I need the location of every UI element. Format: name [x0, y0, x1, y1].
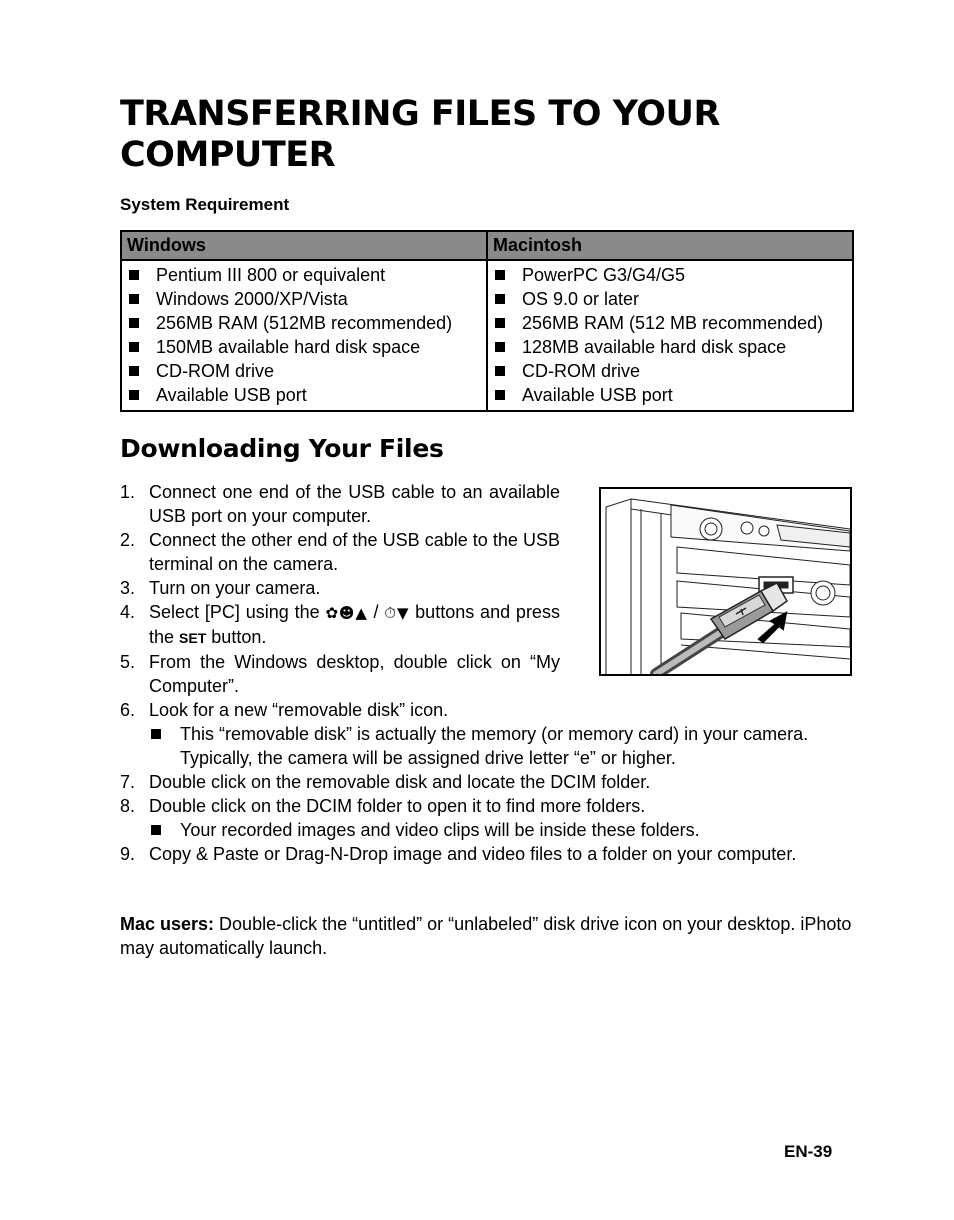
- set-button-icon: SET: [179, 630, 207, 646]
- page-title: TRANSFERRING FILES TO YOUR COMPUTER: [120, 94, 720, 175]
- step-7: 7. Double click on the removable disk and locate the DCIM folder.: [120, 772, 651, 792]
- square-bullet-icon: [495, 294, 505, 304]
- square-bullet-icon: [129, 390, 139, 400]
- list-item: Available USB port: [493, 383, 852, 407]
- steps-list: [120, 480, 856, 866]
- square-bullet-icon: [151, 729, 161, 739]
- step-4: 4. Select [PC] using the ✿☻▲ / ⏱▼ buttons and press the SET button.: [120, 602, 560, 647]
- list-item: CD-ROM drive: [493, 359, 852, 383]
- list-item: 128MB available hard disk space: [493, 335, 852, 359]
- list-item: Windows 2000/XP/Vista: [127, 287, 486, 311]
- page-number: EN-39: [784, 1142, 833, 1161]
- square-bullet-icon: [495, 318, 505, 328]
- step-9: 9. Copy & Paste or Drag-N-Drop image and video files to a folder on your computer.: [120, 844, 797, 864]
- list-item: 256MB RAM (512 MB recommended): [493, 311, 852, 335]
- square-bullet-icon: [129, 318, 139, 328]
- mac-users-label: Mac users:: [120, 914, 215, 934]
- windows-requirements: [121, 260, 487, 411]
- list-item: CD-ROM drive: [127, 359, 486, 383]
- list-item: Available USB port: [127, 383, 486, 407]
- square-bullet-icon: [495, 390, 505, 400]
- square-bullet-icon: [151, 825, 161, 835]
- step-3: 3. Turn on your camera.: [120, 578, 321, 598]
- downloading-heading: Downloading Your Files: [120, 434, 444, 463]
- square-bullet-icon: [495, 366, 505, 376]
- square-bullet-icon: [129, 342, 139, 352]
- removable-disk-note: This “removable disk” is actually the memory (or memory card) in your camera. Typically, the camera will be assigned drive letter “e” or higher.: [120, 722, 856, 770]
- self-timer-down-icon: ⏱▼: [384, 604, 410, 622]
- list-item: Pentium III 800 or equivalent: [127, 263, 486, 287]
- macro-portrait-up-icon: ✿☻▲: [325, 604, 368, 622]
- macintosh-requirements: [487, 260, 853, 411]
- square-bullet-icon: [129, 366, 139, 376]
- windows-header: Windows: [121, 231, 487, 260]
- step-6: 6. Look for a new “removable disk” icon.: [120, 700, 449, 720]
- list-item: 150MB available hard disk space: [127, 335, 486, 359]
- square-bullet-icon: [495, 342, 505, 352]
- step-8: 8. Double click on the DCIM folder to open it to find more folders.: [120, 796, 646, 816]
- system-requirement-heading: System Requirement: [120, 195, 290, 214]
- folders-note: Your recorded images and video clips will be inside these folders.: [120, 818, 856, 842]
- mac-users-note: Mac users: Double-click the “untitled” or “unlabeled” disk drive icon on your desktop. iPhoto may automatically launch.: [120, 914, 852, 958]
- step-1: 1. Connect one end of the USB cable to an available USB port on your computer.: [120, 482, 560, 526]
- list-item: 256MB RAM (512MB recommended): [127, 311, 486, 335]
- square-bullet-icon: [129, 270, 139, 280]
- step-2: 2. Connect the other end of the USB cable to the USB terminal on the camera.: [120, 530, 560, 574]
- list-item: PowerPC G3/G4/G5: [493, 263, 852, 287]
- list-item: OS 9.0 or later: [493, 287, 852, 311]
- square-bullet-icon: [129, 294, 139, 304]
- requirements-table: [120, 230, 854, 412]
- square-bullet-icon: [495, 270, 505, 280]
- step-5: 5. From the Windows desktop, double click on “My Computer”.: [120, 652, 560, 696]
- macintosh-header: Macintosh: [487, 231, 853, 260]
